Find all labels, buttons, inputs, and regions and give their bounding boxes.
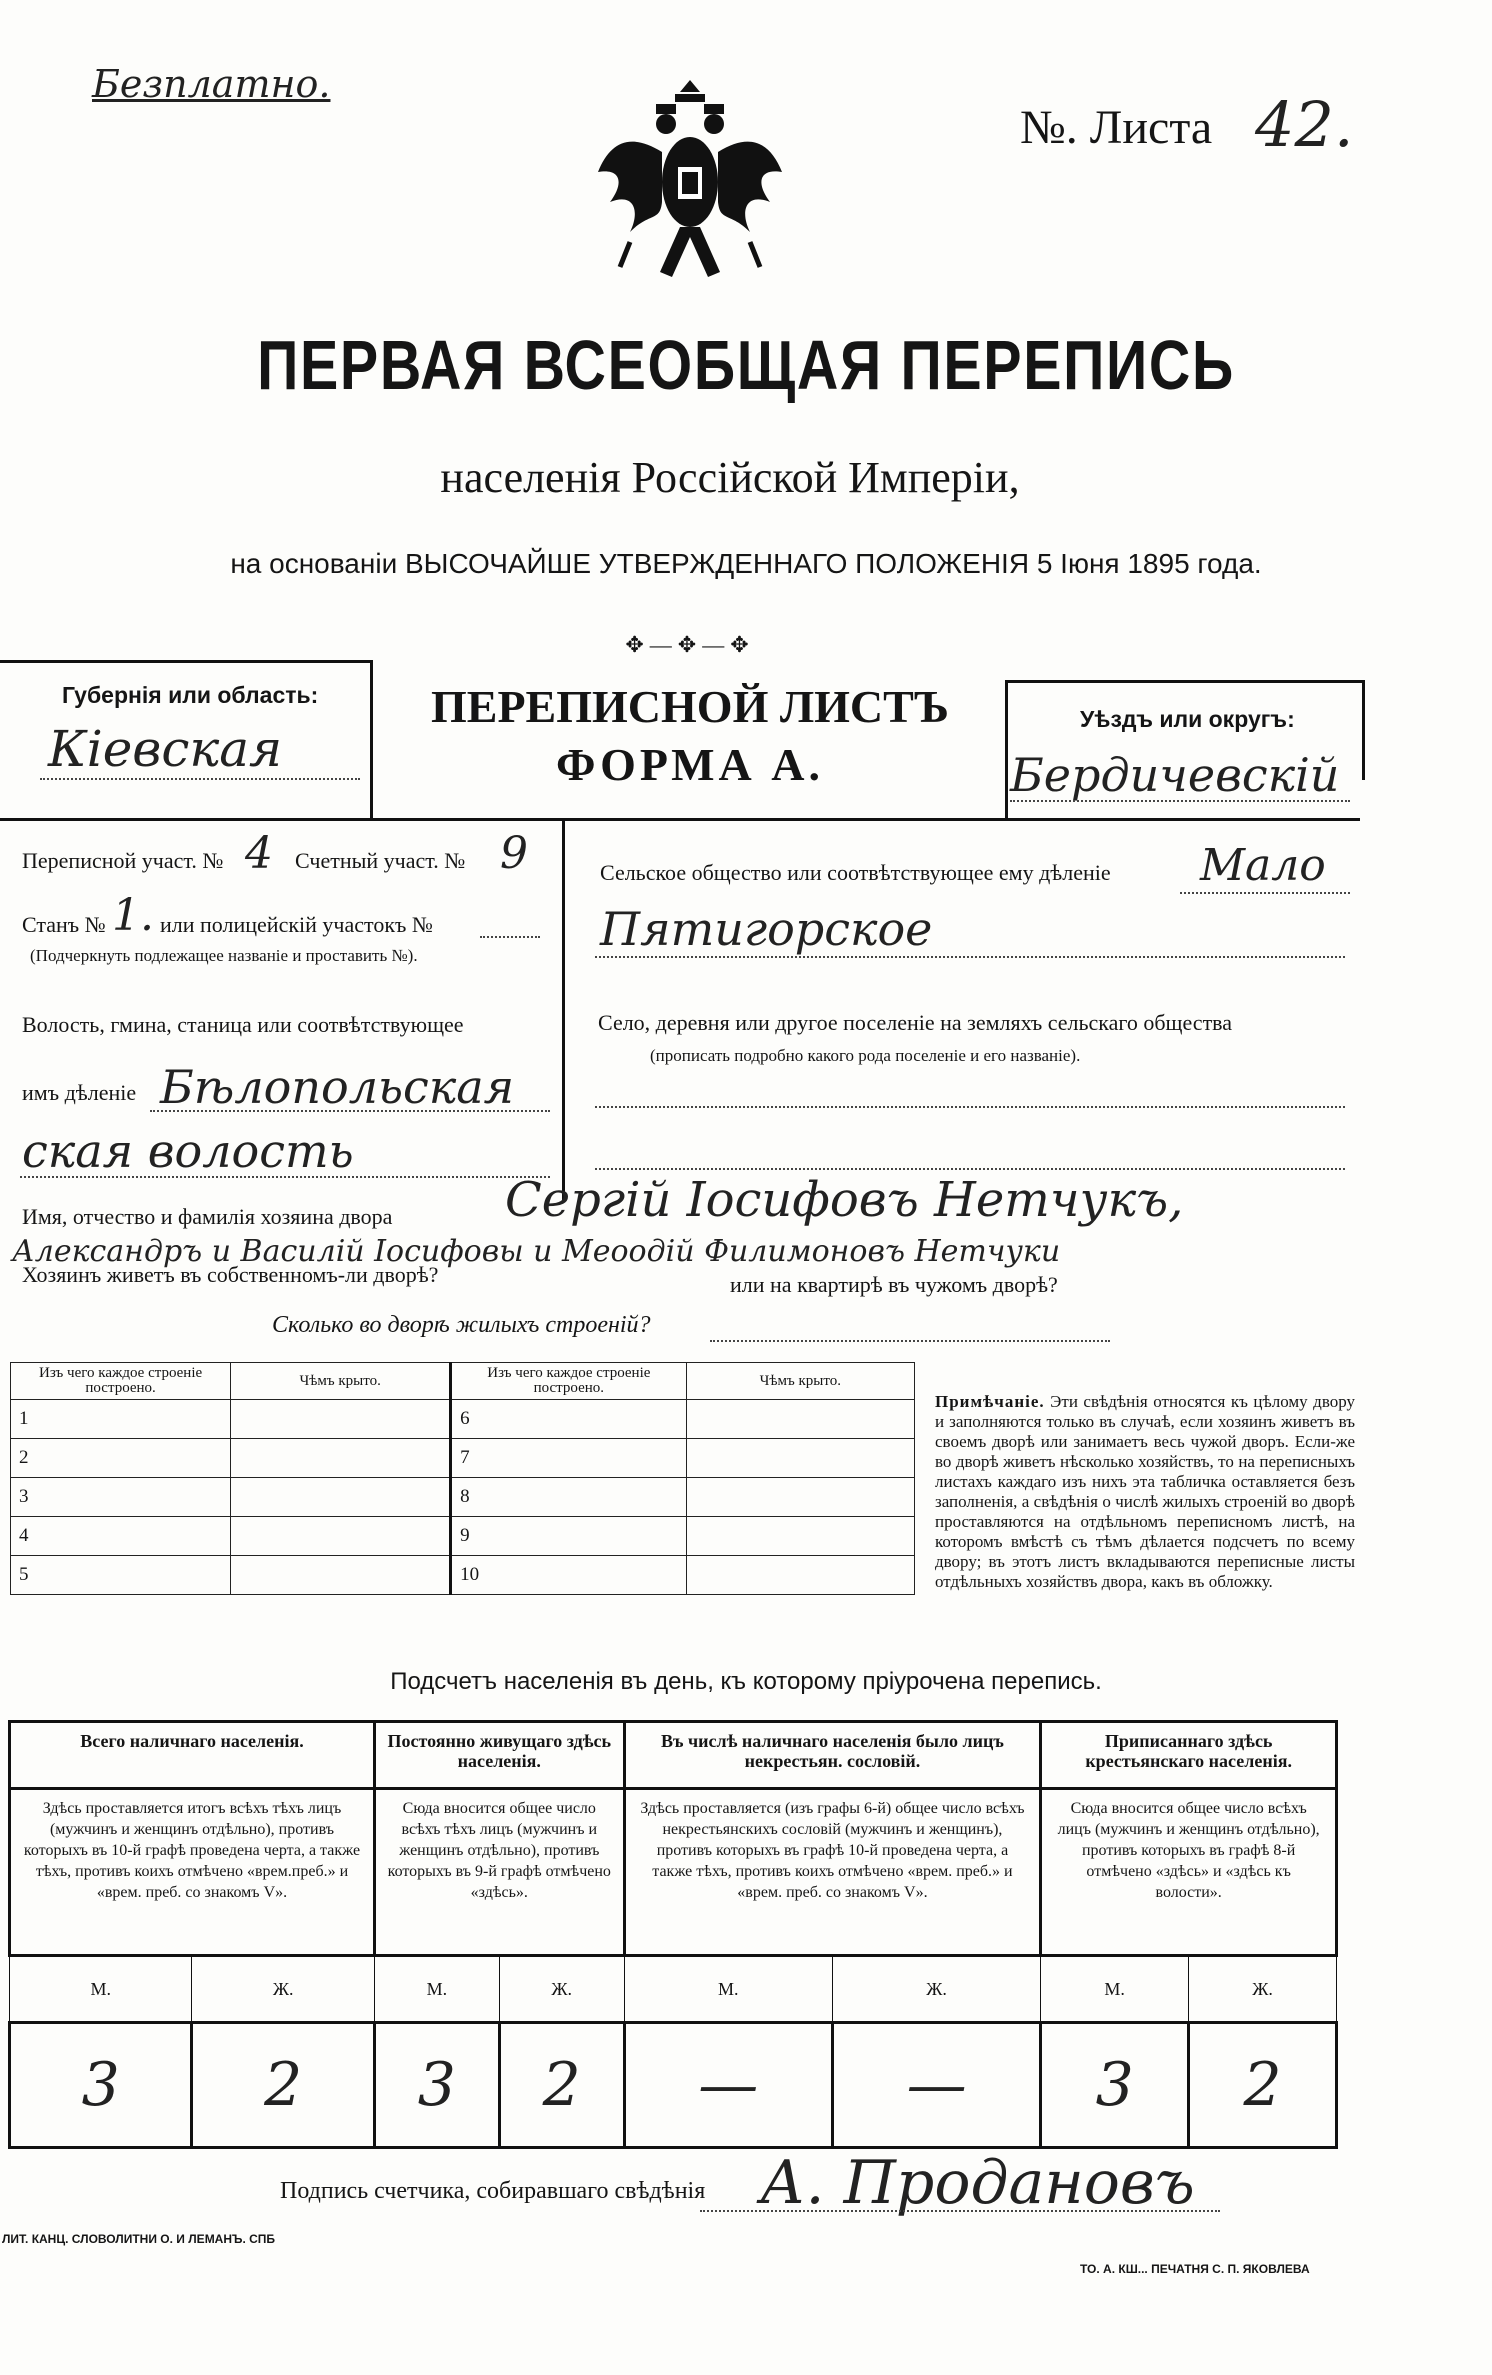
signature-label: Подпись счетчика, собиравшаго свѣдѣнія	[280, 2178, 706, 2204]
volost-label-2: имъ дѣленіе	[22, 1080, 137, 1105]
roof-cell	[686, 1517, 914, 1556]
permanent-male-value: 3	[374, 2023, 499, 2148]
table-row	[11, 1439, 915, 1478]
main-title: ПЕРВАЯ ВСЕОБЩАЯ ПЕРЕПИСЬ	[257, 326, 1235, 404]
form-title-2: ФОРМА А.	[556, 739, 824, 790]
table-row	[11, 1400, 915, 1439]
roof-header: Чѣмъ крыто.	[231, 1363, 451, 1400]
note-title: Примѣчаніе.	[935, 1392, 1045, 1411]
subtitle: населенія Россійской Имперіи,	[440, 453, 1020, 502]
volost-value-line-2	[20, 1176, 550, 1178]
non-peasant-male-value: —	[624, 2023, 832, 2148]
table-row	[11, 1478, 915, 1517]
stan-label: Станъ №	[22, 912, 106, 937]
section-divider	[0, 818, 1360, 821]
peasant-female-value: 2	[1189, 2023, 1337, 2148]
police-label: или полицейскій участокъ №	[160, 912, 433, 937]
roof-header-2: Чѣмъ крыто.	[686, 1363, 914, 1400]
stan-value: 1.	[112, 890, 154, 941]
uezd-value: Бердичевскій	[1010, 748, 1340, 802]
row-number: 1	[11, 1400, 231, 1439]
uezd-label: Уѣздъ или округъ:	[1080, 706, 1295, 732]
row-number: 9	[451, 1517, 687, 1556]
row-number: 4	[11, 1517, 231, 1556]
gubernia-box-right-border	[370, 660, 373, 820]
female-label: Ж.	[1189, 1956, 1337, 2023]
roof-cell	[686, 1478, 914, 1517]
gubernia-label: Губернія или область:	[62, 682, 319, 708]
row-number: 2	[11, 1439, 231, 1478]
row-number: 5	[11, 1556, 231, 1595]
row-number: 8	[451, 1478, 687, 1517]
gubernia-value-line	[40, 778, 360, 780]
pop-desc-peasant: Сюда вносится общее число всѣхъ лицъ (мужчинъ и женщинъ отдѣльно), противъ которыхъ въ графѣ 8-й отмѣчено «здѣсь» и «здѣсь къ волости».	[1041, 1789, 1337, 1956]
owner-name-label: Имя, отчество и фамилія хозяина двора	[22, 1204, 393, 1229]
buildings-question: Сколько во дворѣ жилыхъ строеній?	[272, 1312, 651, 1338]
female-label: Ж.	[192, 1956, 375, 2023]
row-number: 7	[451, 1439, 687, 1478]
double-headed-eagle-emblem	[590, 72, 790, 292]
sheet-number-value: 42.	[1255, 88, 1354, 161]
roof-cell	[231, 1517, 451, 1556]
pop-desc-permanent: Сюда вносится общее число всѣхъ тѣхъ лицъ (мужчинъ и женщинъ отдѣльно), противъ которыхъ въ 9-й графѣ отмѣчено «здѣсь».	[374, 1789, 624, 1956]
male-label: М.	[374, 1956, 499, 2023]
pop-header-total: Всего наличнаго населенія.	[10, 1722, 375, 1789]
roof-cell	[686, 1439, 914, 1478]
society-value-line-1	[1180, 892, 1350, 894]
note-text: Эти свѣдѣнія относятся къ цѣлому двору и заполняются только въ случаѣ, если хозяинъ живетъ въ своемъ дворѣ или занимаетъ весь чужой дворъ. Если-же во дворѣ живетъ нѣсколько хозяйствъ, то на переписныхъ листахъ каждаго изъ нихъ эта табличка оставляется безъ заполненія, а свѣдѣнія о числѣ жилыхъ строеній во дворѣ проставляются на отдѣльномъ переписномъ листѣ, на которомъ вмѣстѣ съ тѣмъ дѣлается подсчетъ по всему двору; въ этотъ листъ вкладываются переписные листы отдѣльныхъ хозяйствъ двора, какъ въ обложку.	[935, 1392, 1356, 1591]
total-male-value: 3	[10, 2023, 192, 2148]
male-label: М.	[1041, 1956, 1189, 2023]
sheet-number-label: №. Листа	[1020, 101, 1213, 154]
roof-cell	[231, 1439, 451, 1478]
uezd-box-top-border	[1005, 680, 1365, 683]
footer-left: ЛИТ. КАНЦ. СЛОВОЛИТНИ О. И ЛЕМАНЪ. СПБ	[2, 2232, 276, 2246]
owner-name-value-1: Сергій Іосифовъ Нетчукъ,	[505, 1172, 1184, 1228]
basis-line: на основаніи ВЫСОЧАЙШЕ УТВЕРЖДЕННАГО ПОЛОЖЕНІЯ 5 Іюня 1895 года.	[230, 548, 1262, 579]
pop-header-peasant: Приписаннаго здѣсь крестьянскаго населенія.	[1041, 1722, 1337, 1789]
count-district-value: 9	[500, 828, 528, 879]
free-label: Безплатно.	[92, 62, 331, 106]
buildings-table	[10, 1362, 915, 1595]
pop-desc-total: Здѣсь проставляется итогъ всѣхъ тѣхъ лицъ (мужчинъ и женщинъ отдѣльно), противъ которыхъ въ 10-й графѣ проведена черта, а также тѣхъ, противъ коихъ отмѣчено «врем.преб.» и «врем. преб. со знакомъ V».	[10, 1789, 375, 1956]
non-peasant-female-value: —	[832, 2023, 1040, 2148]
village-line-1	[595, 1106, 1345, 1108]
police-value-line	[480, 936, 540, 938]
population-table	[8, 1720, 1338, 2149]
female-label: Ж.	[499, 1956, 624, 2023]
census-district-label: Переписной участ. №	[22, 848, 224, 873]
roof-cell	[231, 1556, 451, 1595]
pop-header-non-peasant: Въ числѣ наличнаго населенія было лицъ некрестьян. сословій.	[624, 1722, 1041, 1789]
footer-right: ТО. А. КШ... ПЕЧАТНЯ С. П. ЯКОВЛЕВА	[1080, 2262, 1310, 2276]
society-value-2: Пятигорское	[600, 902, 933, 956]
society-value-1: Мало	[1200, 840, 1326, 891]
signature-value: А. Продановъ	[760, 2148, 1195, 2218]
male-label: М.	[624, 1956, 832, 2023]
table-row	[11, 1517, 915, 1556]
gubernia-box-top-border	[0, 660, 373, 663]
volost-value-2: ская волость	[22, 1124, 354, 1178]
uezd-box-left-border	[1005, 680, 1008, 820]
pop-desc-non-peasant: Здѣсь проставляется (изъ графы 6-й) общее число всѣхъ некрестьянскихъ сословій (мужчинъ и женщинъ), противъ которыхъ въ графѣ 10-й проведена черта, а также тѣхъ, противъ коихъ отмѣчено «врем. преб.» и «врем. преб. со знакомъ V».	[624, 1789, 1041, 1956]
volost-value-1: Бѣлопольская	[160, 1060, 515, 1114]
society-label: Сельское общество или соотвѣтствующее ему дѣленіе	[600, 860, 1111, 885]
owner-lives-label: Хозяинъ живетъ въ собственномъ-ли дворѣ?	[22, 1262, 439, 1287]
buildings-answer-line	[710, 1340, 1110, 1342]
census-district-value: 4	[245, 828, 273, 879]
roof-cell	[231, 1478, 451, 1517]
note-block	[935, 1392, 1355, 1592]
village-note: (прописать подробно какого рода поселеніе и его названіе).	[650, 1046, 1081, 1065]
gubernia-value: Кіевская	[48, 720, 283, 778]
underline-note: (Подчеркнуть подлежащее названіе и проставить №).	[30, 946, 418, 965]
permanent-female-value: 2	[499, 2023, 624, 2148]
male-label: М.	[10, 1956, 192, 2023]
table-row	[11, 1556, 915, 1595]
material-header-2: Изъ чего каждое строеніе построено.	[451, 1363, 687, 1400]
row-number: 6	[451, 1400, 687, 1439]
column-divider	[562, 820, 565, 1200]
peasant-male-value: 3	[1041, 2023, 1189, 2148]
material-header: Изъ чего каждое строеніе построено.	[11, 1363, 231, 1400]
ornament-divider: ✥—✥—✥	[625, 632, 755, 657]
total-female-value: 2	[192, 2023, 375, 2148]
village-label: Село, деревня или другое поселеніе на земляхъ сельскаго общества	[598, 1010, 1233, 1035]
roof-cell	[686, 1556, 914, 1595]
row-number: 10	[451, 1556, 687, 1595]
form-title-1: ПЕРЕПИСНОЙ ЛИСТЪ	[430, 681, 950, 732]
owner-rent-label: или на квартирѣ въ чужомъ дворѣ?	[730, 1272, 1058, 1297]
society-value-line-2	[595, 956, 1345, 958]
population-title: Подсчетъ населенія въ день, къ которому пріурочена перепись.	[390, 1668, 1102, 1695]
pop-header-permanent: Постоянно живущаго здѣсь населенія.	[374, 1722, 624, 1789]
roof-cell	[686, 1400, 914, 1439]
female-label: Ж.	[832, 1956, 1040, 2023]
uezd-box-right-border	[1362, 680, 1365, 780]
count-district-label: Счетный участ. №	[295, 848, 466, 873]
uezd-value-line	[1010, 800, 1350, 802]
village-line-2	[595, 1168, 1345, 1170]
owner-name-value-2: Александръ и Василій Іосифовы и Меоодій Филимоновъ Нетчуки	[12, 1234, 1061, 1269]
row-number: 3	[11, 1478, 231, 1517]
roof-cell	[231, 1400, 451, 1439]
volost-label-1: Волость, гмина, станица или соотвѣтствующее	[22, 1012, 464, 1037]
signature-line	[700, 2210, 1220, 2212]
volost-value-line-1	[150, 1110, 550, 1112]
